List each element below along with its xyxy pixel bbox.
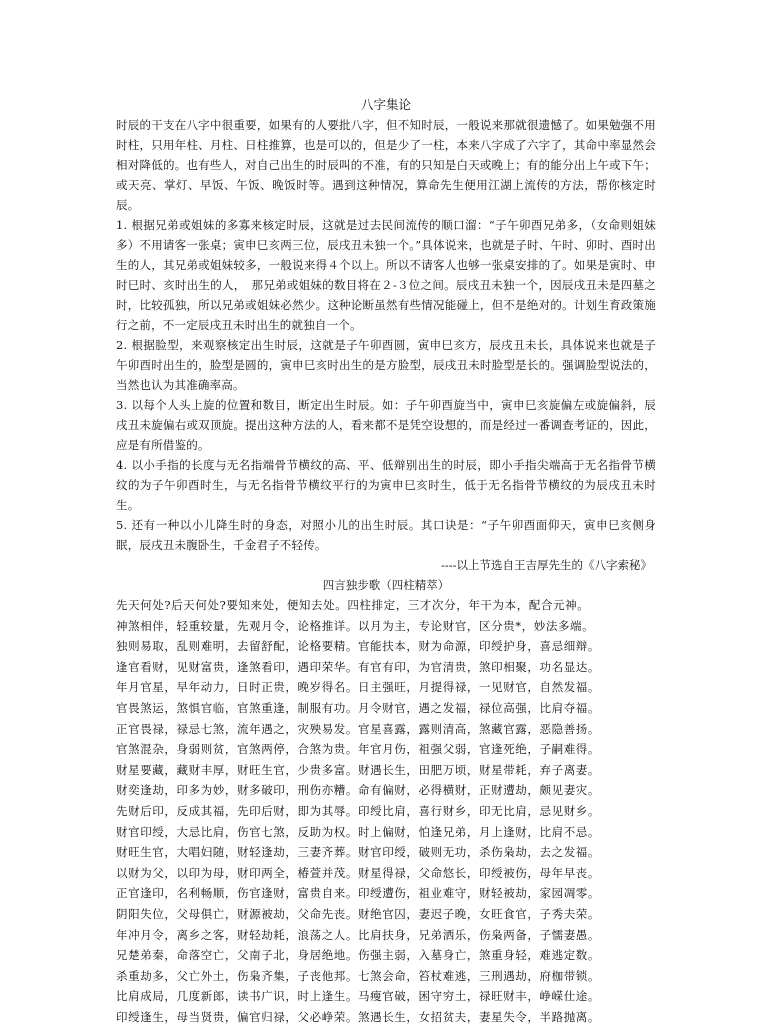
poem-line: 官煞混杂，身弱则贫，官煞两停，合煞为贵。年官月伤，祖强父弱，官逢死绝，子嗣难得。: [116, 742, 600, 757]
source-citation: ----以上节选自王吉厚先生的《八字索秘》: [440, 558, 652, 572]
poem-line: 兄楚弟秦，命落空亡，父南子北，身居绝地。伤强主弱，入墓身亡，煞重身轻，难逃定数。: [116, 948, 600, 963]
poem-line: 财官印绶，大忌比肩，伤官七煞，反助为权。时上偏财，怕逢兄弟，月上逢财，比肩不忌。: [116, 824, 600, 839]
poem-line: 正官畏禄，禄忌七煞，流年遇之，灾殃易发。官星喜露，露则清高，煞藏官露，恶隐善扬。: [116, 721, 600, 736]
document-page: [116, 96, 656, 1027]
poem-body: [116, 595, 656, 1027]
method-5-paragraph: 5. 还有一种以小儿降生时的身态，对照小儿的出生时辰。其口诀是：“子午卯酉面仰天，寅申巳亥侧身眠，辰戌丑未腹卧生，千金君子不轻传。: [116, 518, 656, 552]
intro-paragraph: 时辰的干支在八字中很重要，如果有的人要批八字，但不知时辰，一般说来那就很遗憾了。如果勉强不用时柱，只用年柱、月柱、日柱推算，也是可以的，但是少了一柱，本来八字成了六字了，其命中率显然会相对降低的。也有些人，对自己出生的时辰叫的不准，有的只知是白天或晚上；有的能分出上午或下午；或天亮、掌灯、早饭、午饭、晚饭时等。遇到这种情况，算命先生便用江湖上流传的方法，帮你核定时辰。: [116, 118, 656, 212]
method-2-paragraph: 2. 根据脸型，来观察核定出生时辰，这就是子午卯酉圆，寅申巳亥方，辰戌丑未长，具体说来也就是子午卯酉时出生的，脸型是圆的，寅申巳亥时出生的是方脸型，辰戌丑未时脸型是长的。强调脸型说法的，当然也认为其准确率高。: [116, 338, 656, 392]
poem-line: 正官逢印，名利畅顺，伤官逢财，富贵自来。印绶遭伤，祖业难守，财轻被劫，家园凋零。: [116, 886, 600, 901]
method-3-paragraph: 3. 以每个人头上旋的位置和数目，断定出生时辰。如：子午卯酉旋当中，寅申巳亥旋偏左或旋偏斜，辰戌丑未旋偏右或双顶旋。提出这种方法的人，看来都不是凭空设想的，而是经过一番调查考证的，因此，应是有所借鉴的。: [116, 398, 656, 452]
poem-line: 先财后印，反成其福，先印后财，即为其辱。印绶比肩，喜行财乡，印无比肩，忌见财乡。: [116, 803, 600, 818]
method-4-paragraph: 4. 以小手指的长度与无名指端骨节横纹的高、平、低辩别出生的时辰，即小手指尖端高于无名指骨节横纹的为子午卯酉时生，与无名指骨节横纹平行的为寅申巳亥时生，低于无名指骨节横纹的为辰戌丑未时生。: [116, 458, 656, 512]
poem-line: 神煞相伴，轻重较量，先观月令，论格推详。以月为主，专论财官，区分贵*，妙法多端。: [116, 618, 595, 633]
poem-line: 逢官看财，见财富贵，逢煞看印，遇印荣华。有官有印，为官清贵，煞印相聚，功名显达。: [116, 659, 600, 674]
poem-line: 独则易取，乱则难明，去留舒配，论格要精。官能扶本，财为命源，印绶护身，喜忌细辩。: [116, 639, 600, 654]
poem-title: 四言独步歌（四柱精萃）: [322, 578, 450, 592]
poem-line: 财星要藏，藏财丰厚，财旺生官，少贵多富。财遇长生，田肥万顷，财星带耗，弃子离妻。: [116, 762, 600, 777]
poem-line: 印绶逢生，母当贤贵，偏官归禄，父必峥荣。煞遇长生，女招贫夫，妻星失令，半路抛离。: [116, 1009, 600, 1024]
poem-line: 财奕逢劫，印多为妙，财多破印，刑伤亦糟。命有偏财，必得横财，正财遭劫，颇见妻灾。: [116, 783, 600, 798]
poem-line: 官畏煞运，煞惧官临，官煞重逢，制服有功。月令财官，遇之发福，禄位高强，比肩夺福。: [116, 700, 600, 715]
poem-line: 财旺生官，大唱妇随，财轻逢劫，三妻齐葬。财官印绶，破则无功，杀伤枭劫，去之发福。: [116, 845, 600, 860]
poem-line: 年冲月令，离乡之客，财轻劫耗，浪荡之人。比肩扶身，兄弟洒乐，伤枭两备，子懦妻愚。: [116, 927, 600, 942]
poem-line: 年月官星，早年动力，日时正贵，晚岁得名。日主强旺，月提得禄，一见财官，自然发福。: [116, 680, 600, 695]
poem-line: 杀重劫多，父亡外土，伤枭齐集，子丧他邦。七煞会命，笞杖难逃，三刑遇劫，府枷带锁。: [116, 968, 600, 983]
document-title: 八字集论: [360, 97, 411, 112]
poem-line: 先天何处?后天何处?要知来处，便知去处。四柱排定，三才次分，年干为本，配合元神。: [116, 598, 590, 612]
poem-line: 阴阳失位，父母俱亡，财源被劫，父命先丧。财绝官囚，妻迟子晚，女旺食官，子秀夫荣。: [116, 906, 600, 921]
poem-line: 比肩成局，几度新郎，读书广识，时上逢生。马瘦官破，困守穷土，禄旺财丰，峥嵘仕途。: [116, 989, 600, 1004]
poem-line: 以财为父，以印为母，财印两全，椿萱并茂。财星得禄，父命悠长，印绶被伤，母年早丧。: [116, 865, 600, 880]
method-1-paragraph: 1. 根据兄弟或姐妹的多寡来核定时辰，这就是过去民间流传的顺口溜：“子午卯酉兄弟多，（女命则姐妹多）不用请客一张桌；寅申巳亥两三位，辰戌丑未独一个。”具体说来，也就是子时、午时、卯时、酉时出生的人，其兄弟或姐妹较多，一般说来得４个以上。所以不请客人也够一张桌安排的了。如果是寅时、申时巳时、亥时出生的人， 那兄弟或姐妹的数目将在２-３位之间。辰戌丑未独一个，因辰戌丑未是四墓之时，比较孤独，所以兄弟或姐妹必然少。这种论断虽然有些情况能碰上，但不是绝对的。计划生育政策施行之前，不一定辰戌丑未时出生的就独自一个。: [116, 218, 656, 332]
